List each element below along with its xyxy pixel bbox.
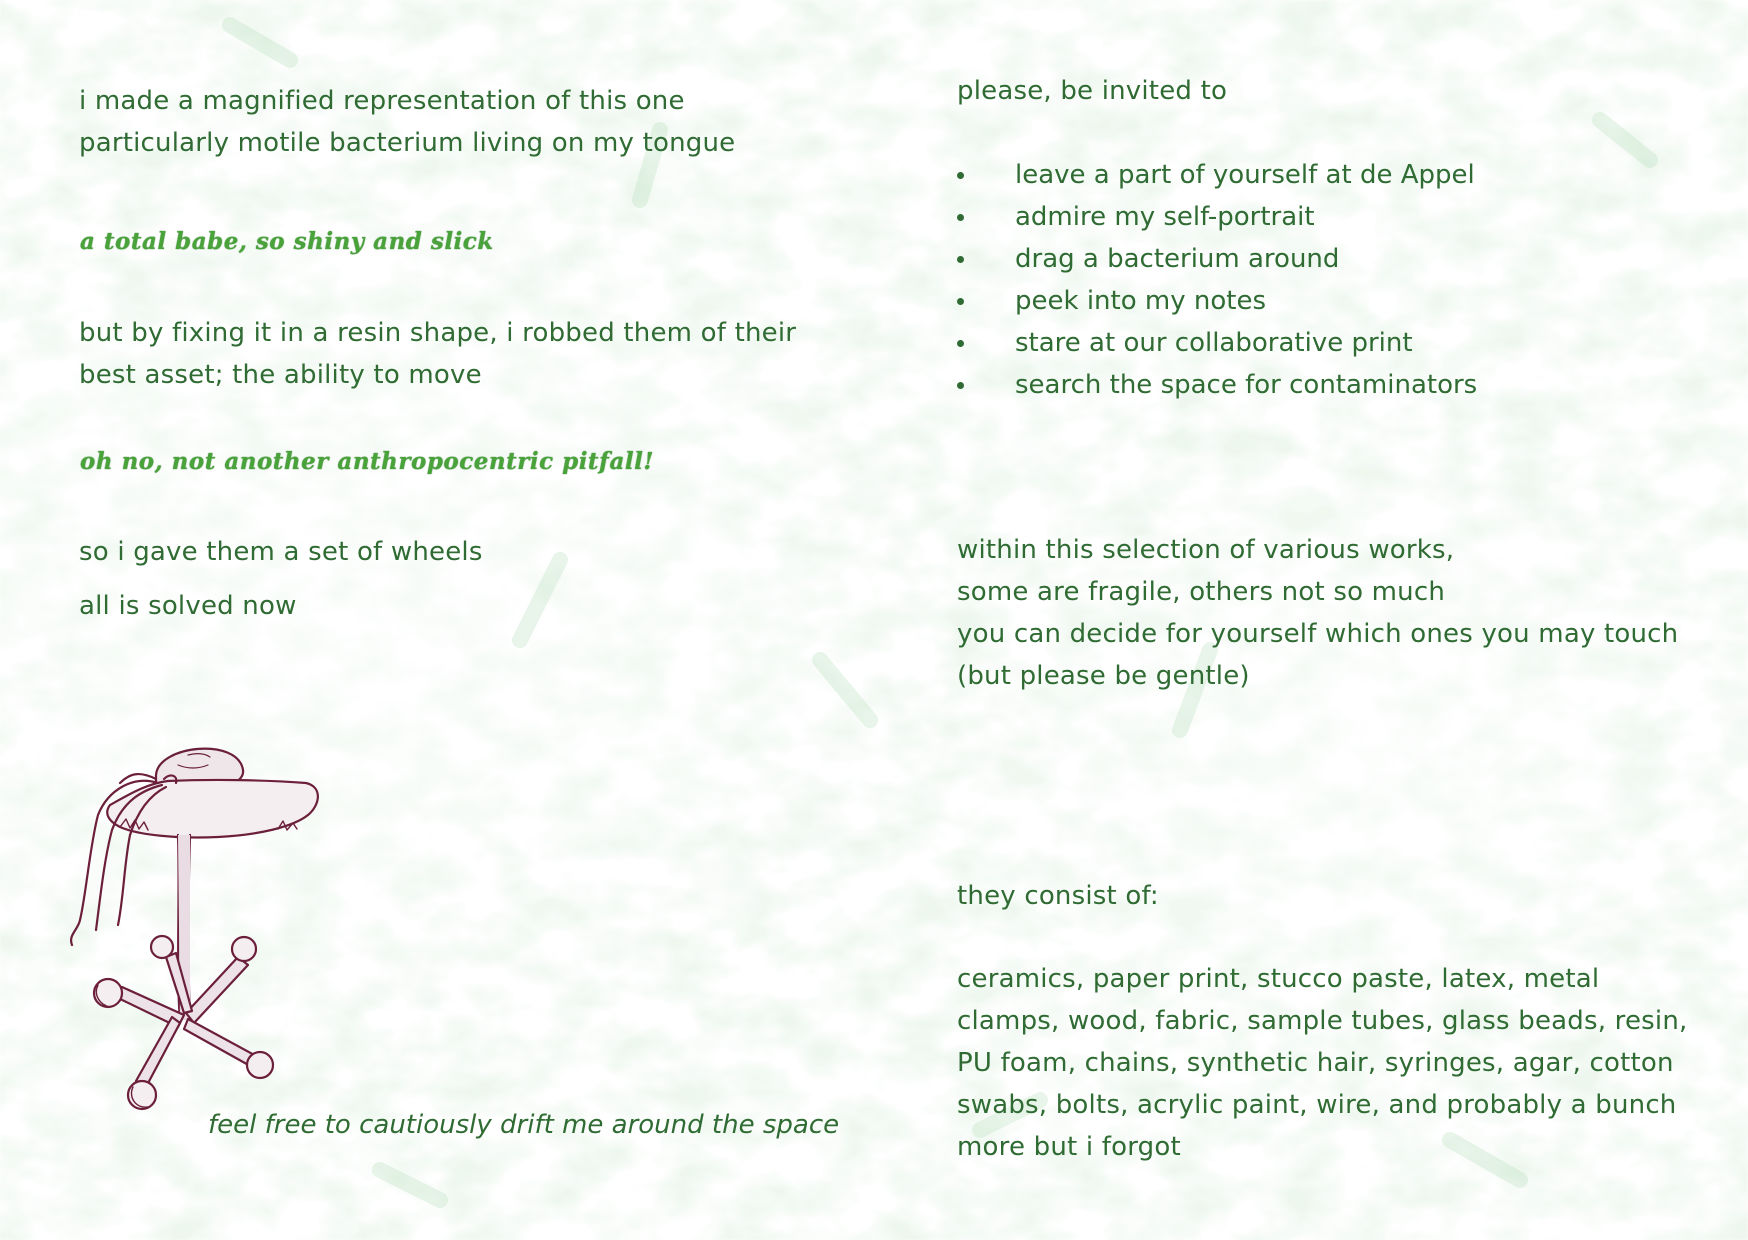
list-item: stare at our collaborative print: [957, 322, 1477, 364]
materials-line-3: PU foam, chains, synthetic hair, syringes, agar, cotton: [957, 1048, 1674, 1078]
wheels-line: so i gave them a set of wheels: [79, 537, 483, 567]
materials-line-4: swabs, bolts, acrylic paint, wire, and probably a bunch: [957, 1090, 1677, 1120]
drawing-caption: feel free to cautiously drift me around the space: [208, 1110, 840, 1140]
selection-line-4: (but please be gentle): [957, 661, 1250, 691]
aside-babe: a total babe, so shiny and slick: [80, 228, 494, 255]
aside-pitfall: oh no, not another anthropocentric pitfall!: [80, 448, 654, 475]
list-item: drag a bacterium around: [957, 238, 1477, 280]
intro-paragraph: [79, 80, 735, 164]
consist-heading: they consist of:: [957, 881, 1159, 911]
list-item: admire my self-portrait: [957, 196, 1477, 238]
bacterium-stool-drawing: [38, 735, 338, 1135]
resin-line-2: best asset; the ability to move: [79, 360, 482, 390]
materials-line-2: clamps, wood, fabric, sample tubes, glass beads, resin,: [957, 1006, 1688, 1036]
selection-line-3: you can decide for yourself which ones you may touch: [957, 619, 1679, 649]
resin-paragraph: [79, 312, 796, 396]
materials-line-1: ceramics, paper print, stucco paste, latex, metal: [957, 964, 1600, 994]
invite-list: [957, 154, 1477, 406]
invite-line: please, be invited to: [957, 76, 1228, 106]
solved-line: all is solved now: [79, 591, 297, 621]
materials-paragraph: [957, 958, 1688, 1168]
list-item: leave a part of yourself at de Appel: [957, 154, 1477, 196]
selection-line-2: some are fragile, others not so much: [957, 577, 1446, 607]
intro-line-1: i made a magnified representation of this one: [79, 86, 685, 116]
materials-line-5: more but i forgot: [957, 1132, 1181, 1162]
list-item: peek into my notes: [957, 280, 1477, 322]
selection-paragraph: [957, 529, 1678, 697]
selection-line-1: within this selection of various works,: [957, 535, 1455, 565]
intro-line-2: particularly motile bacterium living on my tongue: [79, 128, 736, 158]
list-item: search the space for contaminators: [957, 364, 1477, 406]
resin-line-1: but by fixing it in a resin shape, i robbed them of their: [79, 318, 797, 348]
